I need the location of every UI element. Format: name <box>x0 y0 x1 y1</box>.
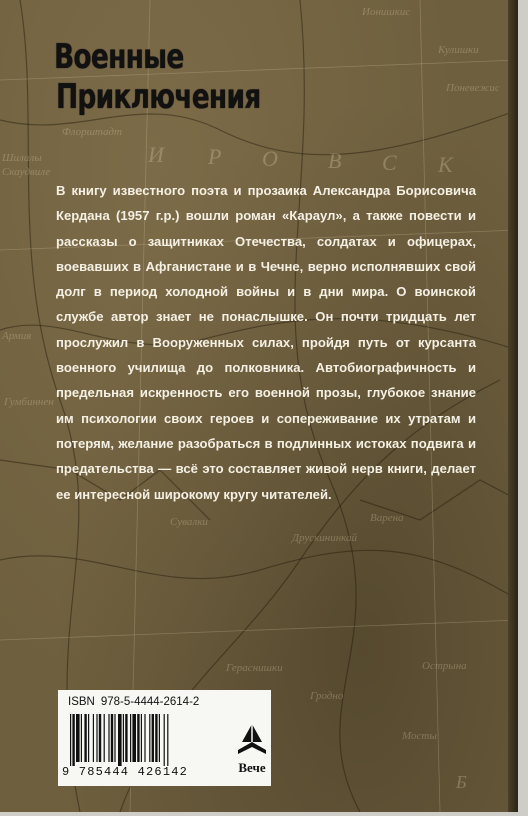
barcode-icon <box>68 714 228 766</box>
map-label: Кулишки <box>438 44 479 56</box>
map-label: Друскининкай <box>292 532 358 544</box>
map-label: Варена <box>370 512 404 524</box>
map-label: Гераснишки <box>226 662 283 674</box>
map-label: Сувалки <box>170 516 208 528</box>
barcode-digits: 9 785444 426142 <box>62 765 189 779</box>
book-sail-logo-icon <box>236 720 268 756</box>
isbn <box>68 696 199 708</box>
map-label: Шилалы <box>2 152 42 164</box>
map-label: Скаудвиле <box>2 166 51 178</box>
map-label: В <box>328 148 342 173</box>
map-label: Мосты <box>402 730 437 742</box>
map-label: Гумбиннен <box>4 396 54 408</box>
barcode-panel <box>58 690 271 786</box>
series-title-line-2: Приключения <box>56 77 261 117</box>
series-title-line-1: Военные <box>54 37 184 77</box>
map-label: К <box>438 152 453 177</box>
map-label: Ионишкис <box>362 6 411 18</box>
map-label: Острына <box>422 660 467 672</box>
map-label: Поневежис <box>446 82 500 94</box>
map-label: И <box>148 142 164 167</box>
isbn-label: ISBN <box>68 696 95 708</box>
map-label: Флорштадт <box>62 126 123 138</box>
series-title <box>54 37 318 117</box>
book-description: В книгу известного поэта и прозаика Александра Борисовича Кердана (1957 г.р.) вошли роман «Караул», а также повести и рассказы о защитниках Отечества, солдатах и офицерах, воевавших в Афганистане и в Чечне, верно исполнявших свой долг в период холодной войны и в дни мира. О воинской службе автор знает не понаслышке. Он почти тридцать лет прослужил в Вооруженных силах, пройдя путь от курсанта военного училища до полковника. Автобиографичность и предельная искренность его военной прозы, глубокое знание им психологии своих героев и сопереживание их утратам и потерям, желание разобраться в подлинных истоках подвига и предательства — всё это составляет живой нерв книги, делает ее интересной широкому кругу читателей. <box>56 183 476 502</box>
publisher-name: Вече <box>238 760 266 775</box>
map-label: Гродно <box>310 690 344 702</box>
cover-edge <box>508 0 518 812</box>
map-label: С <box>382 150 397 175</box>
map-label: Армия <box>2 330 32 342</box>
map-label: Б <box>456 772 467 792</box>
map-label: О <box>262 146 278 171</box>
isbn-number: 978-5-4444-2614-2 <box>100 696 200 708</box>
map-label: Р <box>208 144 222 169</box>
